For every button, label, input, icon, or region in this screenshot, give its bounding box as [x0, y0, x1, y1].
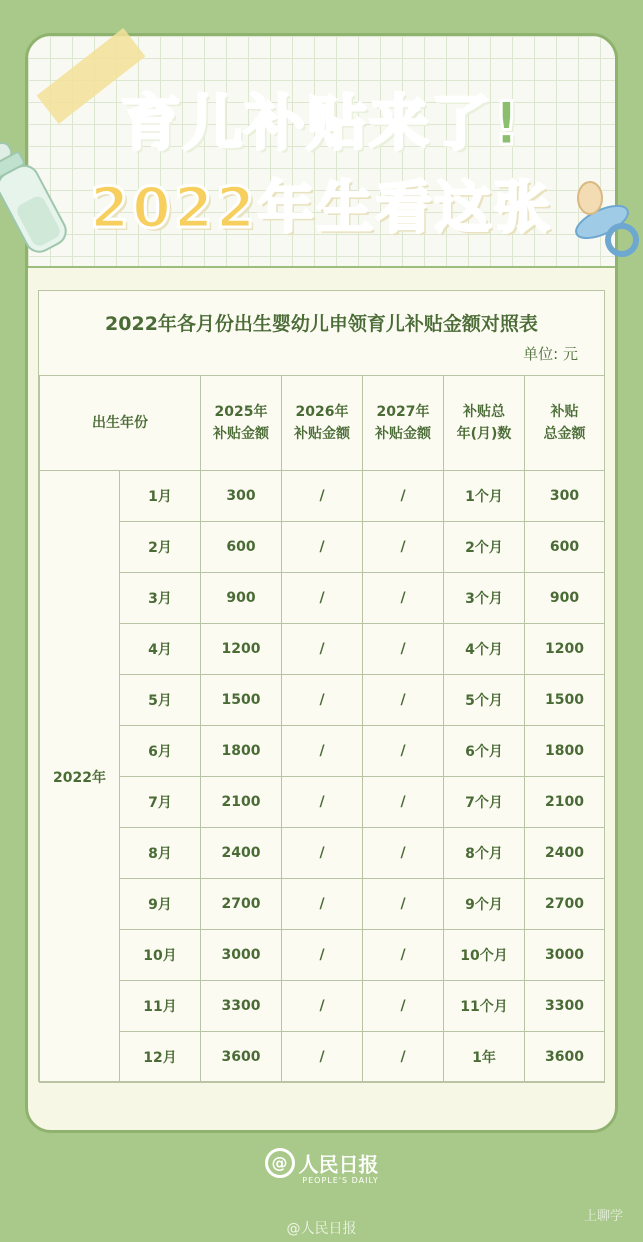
y2025-cell: 3300	[201, 981, 282, 1032]
y2026-cell: /	[282, 1032, 363, 1083]
total-cell: 3300	[525, 981, 605, 1032]
month-cell: 12月	[120, 1032, 201, 1083]
table-title: 2022年各月份出生婴幼儿申领育儿补贴金额对照表	[105, 313, 538, 335]
table-row	[40, 522, 605, 573]
y2026-cell: /	[282, 624, 363, 675]
y2026-cell: /	[282, 777, 363, 828]
y2026-cell: /	[282, 828, 363, 879]
table-row	[40, 573, 605, 624]
total-cell: 2400	[525, 828, 605, 879]
month-cell: 4月	[120, 624, 201, 675]
month-cell: 3月	[120, 573, 201, 624]
total-cell: 3000	[525, 930, 605, 981]
poster-title-line1: 育儿补贴来了!	[120, 89, 523, 159]
y2026-cell: /	[282, 930, 363, 981]
header-2027: 2027年 补贴金额	[363, 376, 444, 471]
poster-title-line2: 2022年生看这张	[90, 176, 553, 241]
y2026-cell: /	[282, 471, 363, 522]
y2025-cell: 1200	[201, 624, 282, 675]
count-cell: 5个月	[444, 675, 525, 726]
total-cell: 1800	[525, 726, 605, 777]
table-row	[40, 981, 605, 1032]
table-row	[40, 777, 605, 828]
table-row	[40, 930, 605, 981]
table-row	[40, 879, 605, 930]
logo-mark-icon: @	[265, 1148, 295, 1178]
y2025-cell: 3600	[201, 1032, 282, 1083]
people-daily-logo	[0, 1148, 643, 1185]
y2027-cell: /	[363, 522, 444, 573]
total-cell: 1500	[525, 675, 605, 726]
subsidy-table	[39, 375, 605, 1083]
y2027-cell: /	[363, 930, 444, 981]
y2027-cell: /	[363, 777, 444, 828]
baby-bottle-icon	[0, 128, 78, 268]
y2027-cell: /	[363, 471, 444, 522]
unit-label: 单位: 元	[523, 345, 578, 363]
month-cell: 11月	[120, 981, 201, 1032]
pacifier-icon	[560, 180, 643, 270]
watermark: 上聊学	[583, 1209, 623, 1224]
total-cell: 1200	[525, 624, 605, 675]
total-cell: 600	[525, 522, 605, 573]
y2026-cell: /	[282, 573, 363, 624]
y2027-cell: /	[363, 726, 444, 777]
month-cell: 10月	[120, 930, 201, 981]
total-cell: 3600	[525, 1032, 605, 1083]
y2027-cell: /	[363, 573, 444, 624]
total-cell: 2100	[525, 777, 605, 828]
logo-text: 人民日报	[298, 1152, 379, 1177]
count-cell: 10个月	[444, 930, 525, 981]
total-cell: 900	[525, 573, 605, 624]
count-cell: 9个月	[444, 879, 525, 930]
y2025-cell: 2700	[201, 879, 282, 930]
count-cell: 2个月	[444, 522, 525, 573]
poster-header	[28, 36, 615, 268]
header-2025: 2025年 补贴金额	[201, 376, 282, 471]
y2026-cell: /	[282, 675, 363, 726]
header-total: 补贴 总金额	[525, 376, 605, 471]
table-header-row	[40, 376, 605, 471]
y2025-cell: 2400	[201, 828, 282, 879]
table-row	[40, 1032, 605, 1083]
month-cell: 6月	[120, 726, 201, 777]
y2025-cell: 2100	[201, 777, 282, 828]
subsidy-table-panel	[38, 290, 605, 1082]
logo-subtext: PEOPLE'S DAILY	[302, 1176, 379, 1185]
y2027-cell: /	[363, 624, 444, 675]
count-cell: 4个月	[444, 624, 525, 675]
month-cell: 9月	[120, 879, 201, 930]
header-birth-year: 出生年份	[40, 376, 201, 471]
y2027-cell: /	[363, 879, 444, 930]
header-months: 补贴总 年(月)数	[444, 376, 525, 471]
y2025-cell: 900	[201, 573, 282, 624]
y2025-cell: 3000	[201, 930, 282, 981]
count-cell: 8个月	[444, 828, 525, 879]
total-cell: 2700	[525, 879, 605, 930]
table-row	[40, 471, 605, 522]
month-cell: 8月	[120, 828, 201, 879]
y2025-cell: 1500	[201, 675, 282, 726]
month-cell: 7月	[120, 777, 201, 828]
count-cell: 7个月	[444, 777, 525, 828]
count-cell: 6个月	[444, 726, 525, 777]
table-row	[40, 624, 605, 675]
table-row	[40, 726, 605, 777]
y2026-cell: /	[282, 522, 363, 573]
month-cell: 5月	[120, 675, 201, 726]
y2026-cell: /	[282, 879, 363, 930]
y2027-cell: /	[363, 828, 444, 879]
total-cell: 300	[525, 471, 605, 522]
y2025-cell: 300	[201, 471, 282, 522]
month-cell: 1月	[120, 471, 201, 522]
month-cell: 2月	[120, 522, 201, 573]
header-2026: 2026年 补贴金额	[282, 376, 363, 471]
table-row	[40, 828, 605, 879]
y2027-cell: /	[363, 1032, 444, 1083]
birth-year-cell: 2022年	[40, 471, 120, 1083]
y2025-cell: 1800	[201, 726, 282, 777]
y2026-cell: /	[282, 726, 363, 777]
y2027-cell: /	[363, 981, 444, 1032]
weibo-handle: @人民日报	[286, 1221, 357, 1237]
count-cell: 11个月	[444, 981, 525, 1032]
y2027-cell: /	[363, 675, 444, 726]
count-cell: 1年	[444, 1032, 525, 1083]
table-row	[40, 675, 605, 726]
count-cell: 3个月	[444, 573, 525, 624]
y2026-cell: /	[282, 981, 363, 1032]
count-cell: 1个月	[444, 471, 525, 522]
y2025-cell: 600	[201, 522, 282, 573]
